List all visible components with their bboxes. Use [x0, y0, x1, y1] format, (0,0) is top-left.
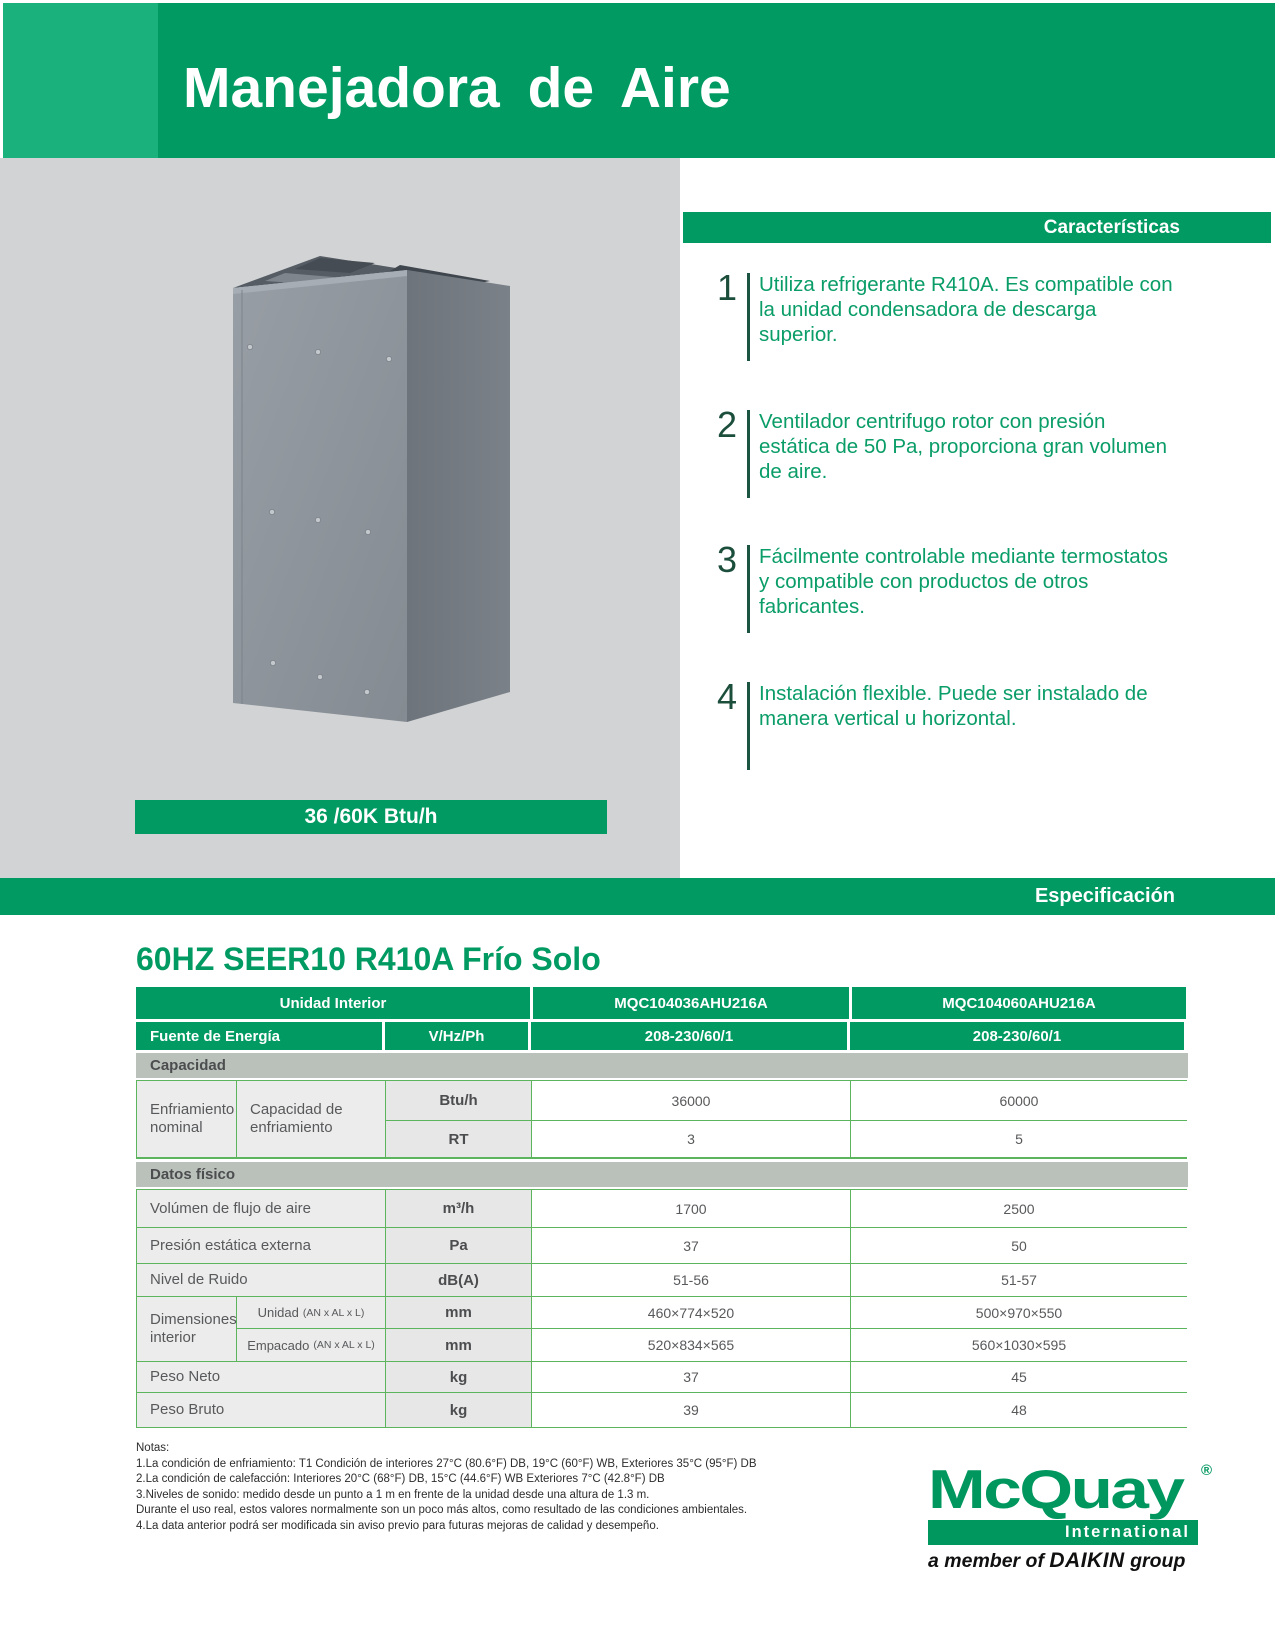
header-banner — [158, 3, 1275, 158]
note-line: 1.La condición de enfriamiento: T1 Condición de interiores 27°C (80.6°F) DB, 19°C (60°F) WB, Exteriores 35°C (95°F) DB — [136, 1457, 757, 1470]
feature-divider-line — [747, 410, 750, 498]
value-model1: 36000 — [532, 1081, 851, 1121]
row-label: Peso Bruto — [137, 1393, 386, 1427]
feature-number: 1 — [716, 267, 738, 308]
value-model1: 460×774×520 — [532, 1297, 851, 1329]
feature-item-3 — [712, 539, 1177, 644]
capacity-caption-bar: 36 /60K Btu/h — [135, 800, 607, 834]
dim-label-paren: (AN x AL x L) — [302, 1306, 365, 1319]
row-sublabel — [237, 1329, 386, 1362]
specification-title: 60HZ SEER10 R410A Frío Solo — [136, 941, 601, 977]
unit-cell: dB(A) — [386, 1264, 532, 1297]
row-sublabel — [237, 1297, 386, 1329]
tagline-pre: a member of — [928, 1550, 1050, 1572]
header-accent-block — [3, 3, 158, 158]
feature-number: 2 — [716, 404, 738, 445]
daikin-wordmark: DAIKIN — [1049, 1549, 1125, 1572]
row-label: Peso Neto — [137, 1362, 386, 1393]
unit-cell: Btu/h — [386, 1081, 532, 1121]
dim-label-paren: (AN x AL x L) — [313, 1339, 375, 1351]
table-header-row-models — [136, 987, 1188, 1019]
value-model2: 50 — [851, 1228, 1187, 1264]
power-value-model1: 208-230/60/1 — [531, 1022, 847, 1050]
feature-text: Utiliza refrigerante R410A. Es compatible con la unidad condensadora de descarga superior. — [759, 273, 1173, 346]
row-label: Nivel de Ruido — [137, 1264, 386, 1297]
value-model2: 60000 — [851, 1081, 1187, 1121]
dim-label: Empacado — [247, 1337, 310, 1353]
daikin-tagline — [928, 1549, 1200, 1573]
value-model1: 3 — [532, 1121, 851, 1158]
specification-table — [136, 987, 1188, 1431]
header-model-2: MQC104060AHU216A — [852, 987, 1186, 1019]
capacity-grid — [136, 1080, 1187, 1159]
note-line: 2.La condición de calefacción: Interiores 20°C (68°F) DB, 15°C (44.6°F) WB Exteriores 7°C (42.8°F) DB — [136, 1473, 665, 1486]
feature-text: Ventilador centrifugo rotor con presión estática de 50 Pa, proporciona gran volumen de aire. — [759, 410, 1167, 483]
feature-text: Instalación flexible. Puede ser instalado de manera vertical u horizontal. — [759, 682, 1148, 730]
mcquay-logo — [928, 1458, 1212, 1573]
header-fuente-energia: Fuente de Energía — [136, 1022, 382, 1050]
value-model2: 500×970×550 — [851, 1297, 1187, 1329]
row-label: Presión estática externa — [137, 1228, 386, 1264]
dim-label: Unidad — [257, 1305, 299, 1320]
note-line: 3.Niveles de sonido: medido desde un punto a 1 m en frente de la unidad desde una altura de 1.3 m. — [136, 1488, 650, 1501]
value-model1: 39 — [532, 1393, 851, 1427]
unit-cell: RT — [386, 1121, 532, 1158]
feature-text: Fácilmente controlable mediante termostatos y compatible con productos de otros fabricantes. — [759, 545, 1169, 618]
specification-section-header: Especificación — [0, 878, 1275, 915]
header-unidad-interior: Unidad Interior — [136, 987, 530, 1019]
unit-cell: kg — [386, 1393, 532, 1427]
section-band-datos-fisico: Datos físico — [136, 1162, 1188, 1187]
value-model2: 2500 — [851, 1190, 1187, 1228]
registered-trademark-symbol: ® — [1200, 1462, 1212, 1479]
physical-data-grid — [136, 1189, 1187, 1428]
value-model1: 520×834×565 — [532, 1329, 851, 1362]
value-model2: 5 — [851, 1121, 1187, 1158]
row-label: Enfriamiento nominal — [137, 1081, 237, 1158]
value-model1: 1700 — [532, 1190, 851, 1228]
notes-block — [136, 1441, 796, 1535]
feature-item-4 — [712, 676, 1177, 781]
row-label: Dimensiones interior — [137, 1297, 237, 1362]
unit-cell: m³/h — [386, 1190, 532, 1228]
table-header-row-power — [136, 1022, 1188, 1050]
power-value-model2: 208-230/60/1 — [850, 1022, 1184, 1050]
value-model1: 37 — [532, 1362, 851, 1393]
feature-divider-line — [747, 273, 750, 361]
row-sublabel: Capacidad de enfriamiento — [237, 1081, 386, 1158]
air-handler-photo — [225, 253, 515, 723]
feature-item-2 — [712, 404, 1177, 509]
unit-cell: Pa — [386, 1228, 532, 1264]
header-model-1: MQC104036AHU216A — [533, 987, 849, 1019]
value-model2: 45 — [851, 1362, 1187, 1393]
feature-number: 3 — [716, 539, 738, 580]
tagline-post: group — [1124, 1550, 1186, 1572]
value-model2: 560×1030×595 — [851, 1329, 1187, 1362]
features-section-header: Características — [683, 212, 1271, 243]
value-model1: 51-56 — [532, 1264, 851, 1297]
unit-cell: kg — [386, 1362, 532, 1393]
header-vhzph: V/Hz/Ph — [385, 1022, 528, 1050]
unit-cell: mm — [386, 1297, 532, 1329]
note-line: Durante el uso real, estos valores normalmente son un poco más altos, como resultado de las condiciones ambientales. — [136, 1504, 748, 1517]
product-photo-panel — [0, 158, 680, 878]
value-model2: 51-57 — [851, 1264, 1187, 1297]
value-model2: 48 — [851, 1393, 1187, 1427]
notes-title: Notas: — [136, 1442, 170, 1454]
feature-divider-line — [747, 682, 750, 770]
note-line: 4.La data anterior podrá ser modificada sin aviso previo para futuras mejoras de calidad y desempeño. — [136, 1519, 659, 1532]
value-model1: 37 — [532, 1228, 851, 1264]
mcquay-wordmark: McQuay — [928, 1458, 1183, 1520]
feature-divider-line — [747, 545, 750, 633]
section-band-capacidad: Capacidad — [136, 1053, 1188, 1078]
international-bar: International — [928, 1520, 1198, 1545]
unit-cell: mm — [386, 1329, 532, 1362]
page-title: Manejadora de Aire — [183, 56, 731, 120]
feature-number: 4 — [716, 676, 738, 717]
row-label: Volúmen de flujo de aire — [137, 1190, 386, 1228]
feature-item-1 — [712, 267, 1177, 372]
